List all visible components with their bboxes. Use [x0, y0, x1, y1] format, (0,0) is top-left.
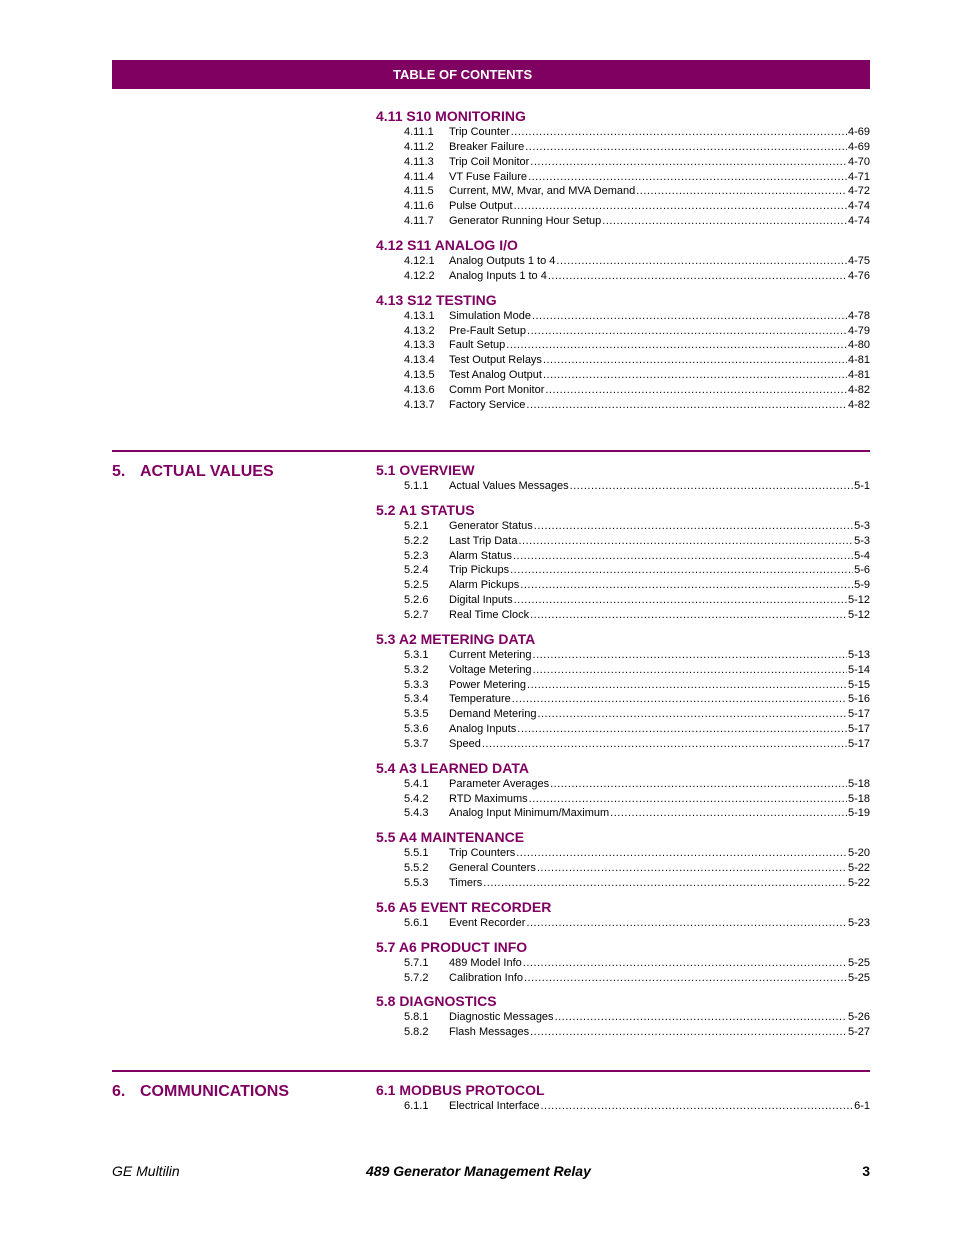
toc-entry[interactable]: [404, 519, 870, 533]
toc-entry[interactable]: [404, 1099, 870, 1113]
section-title[interactable]: 4.12 S11 ANALOG I/O: [376, 236, 518, 253]
entry-title: Analog Input Minimum/Maximum: [449, 807, 610, 820]
toc-entry[interactable]: [404, 663, 870, 677]
dot-leader: [529, 792, 847, 806]
entry-number: 4.11.6: [404, 200, 434, 213]
toc-entry[interactable]: [404, 479, 870, 493]
entry-page: 5-19: [847, 807, 870, 820]
entry-number: 4.13.4: [404, 354, 435, 367]
dot-leader: [524, 971, 847, 985]
entry-title: Alarm Pickups: [449, 579, 520, 592]
entry-page: 4-81: [847, 354, 870, 367]
entry-number: 5.5.1: [404, 847, 429, 860]
entry-title: Timers: [449, 877, 483, 889]
dot-leader: [602, 214, 847, 228]
entry-title: Diagnostic Messages: [449, 1011, 554, 1024]
entry-title: Current, MW, Mvar, and MVA Demand: [449, 185, 636, 198]
entry-page: 5-13: [847, 648, 870, 661]
toc-entry[interactable]: [404, 861, 870, 875]
dot-leader: [533, 663, 847, 677]
dot-leader: [532, 309, 847, 323]
entry-page: 4-82: [847, 383, 870, 396]
dot-leader: [518, 534, 853, 548]
entry-number: 5.2.2: [404, 534, 429, 547]
dot-leader: [523, 956, 847, 970]
toc-entry[interactable]: [404, 578, 870, 592]
entry-number: 5.5.2: [404, 862, 429, 875]
toc-entry[interactable]: [404, 916, 870, 930]
entry-page: 5-22: [847, 877, 870, 889]
entry-number: 5.3.7: [404, 737, 429, 750]
toc-entry[interactable]: [404, 692, 870, 706]
entry-page: 5-17: [847, 737, 870, 750]
chapter-title-text: COMMUNICATIONS: [140, 1083, 290, 1100]
entry-title: Pulse Output: [449, 200, 513, 213]
dot-leader: [556, 254, 847, 268]
entry-title: Speed: [449, 737, 481, 750]
entry-number: 4.11.7: [404, 215, 434, 228]
entry-page: 5-17: [847, 723, 870, 736]
entry-page: 5-17: [847, 708, 870, 721]
dot-leader: [525, 140, 847, 154]
dot-leader: [533, 648, 847, 662]
section-title[interactable]: 4.13 S12 TESTING: [376, 291, 497, 308]
entry-title: Flash Messages: [449, 1026, 530, 1039]
dot-leader: [526, 916, 847, 930]
entry-number: 4.11.3: [404, 155, 434, 168]
entry-number: 5.5.3: [404, 877, 429, 889]
entry-number: 5.4.1: [404, 777, 429, 790]
entry-number: 5.8.1: [404, 1011, 429, 1024]
entry-title: RTD Maximums: [449, 792, 528, 805]
dot-leader: [511, 125, 847, 139]
dot-leader: [543, 353, 847, 367]
entry-title: Parameter Averages: [449, 777, 550, 790]
dot-leader: [550, 777, 847, 791]
entry-title: Temperature: [449, 693, 511, 706]
entry-page: 4-71: [847, 170, 870, 183]
dot-leader: [482, 737, 847, 751]
entry-page: 5-22: [847, 862, 870, 875]
entry-title: Real Time Clock: [449, 608, 530, 621]
entry-title: Calibration Info: [449, 971, 523, 984]
section-title[interactable]: 5.7 A6 PRODUCT INFO: [376, 938, 528, 955]
chapter-title-text: ACTUAL VALUES: [140, 463, 274, 480]
entry-number: 4.13.2: [404, 324, 435, 337]
entry-title: Power Metering: [449, 678, 527, 691]
section-title[interactable]: 5.2 A1 STATUS: [376, 501, 475, 518]
entry-number: 4.11.4: [404, 170, 434, 183]
toc-entry[interactable]: [404, 324, 870, 338]
dot-leader: [526, 398, 847, 412]
toc-entry[interactable]: [404, 254, 870, 268]
entry-number: 4.11.2: [404, 140, 434, 153]
entry-title: Electrical Interface: [449, 1100, 540, 1112]
entry-title: Fault Setup: [449, 339, 506, 352]
entry-page: 4-75: [847, 254, 870, 267]
footer-company: GE Multilin: [112, 1163, 180, 1179]
entry-page: 5-23: [847, 916, 870, 929]
dot-leader: [537, 861, 847, 875]
dot-leader: [527, 324, 847, 338]
entry-title: Breaker Failure: [449, 140, 525, 153]
entry-number: 5.7.2: [404, 971, 429, 984]
entry-title: Test Analog Output: [449, 369, 542, 382]
entry-title: Simulation Mode: [449, 309, 531, 322]
entry-number: 5.2.1: [404, 519, 429, 532]
toc-entry[interactable]: [404, 155, 870, 169]
toc-entry[interactable]: [404, 792, 870, 806]
entry-title: Generator Status: [449, 519, 533, 532]
entry-title: Last Trip Data: [449, 534, 518, 547]
entry-title: Trip Counter: [449, 126, 510, 138]
entry-title: General Counters: [449, 862, 536, 875]
entry-number: 5.4.3: [404, 807, 429, 820]
entry-page: 5-25: [847, 956, 870, 969]
entry-page: 5-9: [854, 579, 870, 592]
toc-entry[interactable]: [404, 214, 870, 228]
entry-title: Demand Metering: [449, 708, 537, 721]
entry-page: 4-76: [847, 269, 870, 282]
toc-entry[interactable]: [404, 593, 870, 607]
entry-number: 5.7.1: [404, 956, 429, 969]
chapter-number: 6.: [112, 1083, 126, 1100]
entry-page: 4-69: [847, 140, 870, 153]
entry-number: 4.13.7: [404, 398, 435, 411]
dot-leader: [520, 578, 853, 592]
dot-leader: [517, 722, 847, 736]
entry-number: 5.3.5: [404, 708, 429, 721]
toc-entry[interactable]: [404, 846, 870, 860]
entry-page: 4-80: [847, 339, 870, 352]
toc-entry[interactable]: [404, 398, 870, 412]
entry-number: 5.1.1: [404, 480, 429, 492]
dot-leader: [527, 678, 847, 692]
dot-leader: [506, 338, 847, 352]
toc-entry[interactable]: [404, 140, 870, 154]
entry-page: 4-69: [847, 126, 870, 138]
entry-page: 6-1: [854, 1100, 870, 1112]
footer-product-title: 489 Generator Management Relay: [366, 1163, 591, 1179]
toc-entry[interactable]: [404, 777, 870, 791]
dot-leader: [530, 155, 847, 169]
entry-title: Trip Pickups: [449, 564, 510, 577]
toc-entry[interactable]: [404, 648, 870, 662]
entry-title: Generator Running Hour Setup: [449, 215, 602, 228]
toc-entry[interactable]: [404, 309, 870, 323]
entry-number: 4.12.1: [404, 254, 435, 267]
entry-page: 4-78: [847, 309, 870, 322]
section-title[interactable]: 5.1 OVERVIEW: [376, 462, 475, 478]
entry-page: 4-74: [847, 215, 870, 228]
entry-title: VT Fuse Failure: [449, 170, 528, 183]
entry-number: 4.11.1: [404, 126, 434, 138]
toc-entry[interactable]: [404, 956, 870, 970]
toc-entry[interactable]: [404, 1010, 870, 1024]
dot-leader: [570, 479, 853, 493]
toc-entry[interactable]: [404, 608, 870, 622]
entry-page: 4-79: [847, 324, 870, 337]
toc-entry[interactable]: [404, 534, 870, 548]
entry-number: 5.2.7: [404, 608, 429, 621]
entry-number: 4.12.2: [404, 269, 435, 282]
entry-page: 5-4: [854, 549, 870, 562]
entry-number: 4.13.6: [404, 383, 435, 396]
entry-page: 5-18: [847, 792, 870, 805]
entry-page: 5-27: [847, 1026, 870, 1039]
entry-title: Current Metering: [449, 648, 532, 661]
toc-entry[interactable]: [404, 353, 870, 367]
entry-number: 5.3.1: [404, 648, 429, 661]
toc-entry[interactable]: [404, 383, 870, 397]
entry-title: Test Output Relays: [449, 354, 542, 367]
toc-header-bar: [112, 60, 870, 89]
dot-leader: [483, 876, 847, 890]
entry-page: 4-81: [847, 369, 870, 382]
section-title[interactable]: 5.8 DIAGNOSTICS: [376, 993, 497, 1010]
chapter-title[interactable]: [112, 462, 274, 482]
entry-page: 5-26: [847, 1011, 870, 1024]
toc-entry[interactable]: [404, 1025, 870, 1039]
entry-page: 5-16: [847, 693, 870, 706]
toc-header-title: TABLE OF CONTENTS: [393, 67, 533, 82]
entry-title: Analog Inputs: [449, 723, 517, 736]
entry-number: 5.3.4: [404, 693, 429, 706]
entry-title: Trip Coil Monitor: [449, 155, 530, 168]
toc-entry[interactable]: [404, 563, 870, 577]
chapter-divider: [112, 1070, 870, 1072]
entry-number: 6.1.1: [404, 1100, 429, 1112]
entry-page: 4-74: [847, 200, 870, 213]
entry-number: 5.4.2: [404, 792, 429, 805]
entry-number: 5.3.3: [404, 678, 429, 691]
toc-entry[interactable]: [404, 338, 870, 352]
entry-number: 5.3.2: [404, 663, 429, 676]
entry-page: 4-72: [847, 185, 870, 198]
section-title[interactable]: 5.4 A3 LEARNED DATA: [376, 759, 529, 776]
toc-entry[interactable]: [404, 549, 870, 563]
entry-page: 5-20: [847, 847, 870, 860]
entry-page: 5-1: [854, 480, 870, 492]
toc-entry[interactable]: [404, 678, 870, 692]
entry-number: 5.2.4: [404, 564, 429, 577]
entry-title: Alarm Status: [449, 549, 512, 562]
entry-number: 5.8.2: [404, 1026, 429, 1039]
toc-entry[interactable]: [404, 806, 870, 820]
dot-leader: [555, 1010, 847, 1024]
dot-leader: [548, 269, 847, 283]
entry-title: Analog Inputs 1 to 4: [449, 269, 547, 282]
entry-title: Voltage Metering: [449, 663, 532, 676]
entry-page: 5-6: [854, 564, 870, 577]
dot-leader: [543, 368, 847, 382]
entry-number: 5.3.6: [404, 723, 429, 736]
entry-page: 5-18: [847, 777, 870, 790]
chapter-title[interactable]: [112, 1082, 289, 1102]
entry-page: 5-15: [847, 678, 870, 691]
toc-entry[interactable]: [404, 199, 870, 213]
entry-title: Pre-Fault Setup: [449, 324, 527, 337]
dot-leader: [516, 846, 847, 860]
entry-number: 5.2.6: [404, 594, 429, 607]
entry-number: 4.13.3: [404, 339, 435, 352]
entry-title: Trip Counters: [449, 847, 516, 860]
toc-entry[interactable]: [404, 722, 870, 736]
entry-number: 5.2.5: [404, 579, 429, 592]
entry-title: Comm Port Monitor: [449, 383, 545, 396]
entry-number: 5.6.1: [404, 916, 429, 929]
entry-title: Event Recorder: [449, 916, 526, 929]
dot-leader: [537, 707, 847, 721]
entry-number: 4.13.5: [404, 369, 435, 382]
dot-leader: [636, 184, 847, 198]
toc-entry[interactable]: [404, 737, 870, 751]
chapter-divider: [112, 450, 870, 452]
toc-entry[interactable]: [404, 184, 870, 198]
dot-leader: [528, 170, 847, 184]
dot-leader: [512, 692, 847, 706]
toc-entry[interactable]: [404, 707, 870, 721]
entry-page: 5-12: [847, 608, 870, 621]
entry-title: Digital Inputs: [449, 594, 513, 607]
dot-leader: [530, 608, 847, 622]
dot-leader: [534, 519, 853, 533]
section-title[interactable]: 5.5 A4 MAINTENANCE: [376, 829, 525, 846]
entry-page: 5-14: [847, 663, 870, 676]
entry-title: Analog Outputs 1 to 4: [449, 254, 556, 267]
toc-entry[interactable]: [404, 876, 870, 890]
dot-leader: [510, 563, 853, 577]
entry-page: 5-3: [854, 534, 870, 547]
toc-entry[interactable]: [404, 269, 870, 283]
dot-leader: [545, 383, 847, 397]
toc-entry[interactable]: [404, 368, 870, 382]
chapter-number: 5.: [112, 463, 126, 480]
footer-page-number: 3: [862, 1163, 870, 1179]
entry-page: 5-25: [847, 971, 870, 984]
entry-page: 5-12: [847, 594, 870, 607]
entry-number: 4.13.1: [404, 309, 435, 322]
entry-title: Actual Values Messages: [449, 480, 569, 492]
dot-leader: [540, 1099, 853, 1113]
toc-entry[interactable]: [404, 125, 870, 139]
dot-leader: [513, 549, 853, 563]
section-title[interactable]: 5.6 A5 EVENT RECORDER: [376, 898, 552, 915]
dot-leader: [514, 593, 847, 607]
dot-leader: [530, 1025, 847, 1039]
section-title[interactable]: 5.3 A2 METERING DATA: [376, 630, 536, 647]
entry-number: 5.2.3: [404, 549, 429, 562]
toc-entry[interactable]: [404, 170, 870, 184]
section-title[interactable]: 6.1 MODBUS PROTOCOL: [376, 1082, 545, 1098]
dot-leader: [514, 199, 847, 213]
entry-title: 489 Model Info: [449, 956, 522, 969]
entry-number: 4.11.5: [404, 185, 434, 198]
toc-entry[interactable]: [404, 971, 870, 985]
entry-page: 5-3: [854, 519, 870, 532]
section-title[interactable]: 4.11 S10 MONITORING: [376, 108, 526, 124]
entry-page: 4-82: [847, 398, 870, 411]
dot-leader: [610, 806, 847, 820]
entry-page: 4-70: [847, 155, 870, 168]
entry-title: Factory Service: [449, 398, 526, 411]
